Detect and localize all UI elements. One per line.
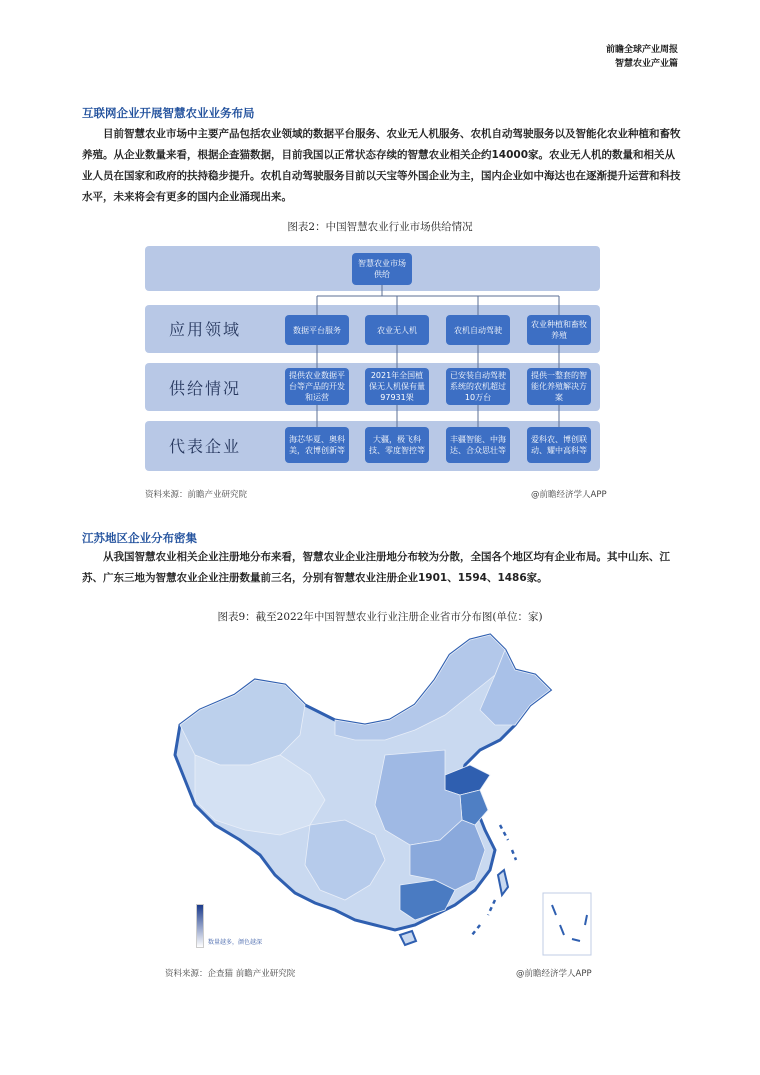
company-node-1: 海芯华夏、奥科美，农博创新等 [285,427,349,463]
row-label-application: 应用领域 [168,320,241,339]
section2-paragraph-text: 从我国智慧农业相关企业注册地分布来看，智慧农业企业注册地分布较为分散，全国各个地区均有企业布局。其中山东、江苏、广东三地为智慧农业企业注册数量前三名，分别有智慧农业注册企业1901、1594、1486家。 [82,551,670,584]
supply-node-1: 提供农业数据平台等产品的开发和运营 [285,368,349,405]
china-province-map [160,625,600,960]
header-line2: 智慧农业产业篇 [614,59,678,69]
map-legend-text: 数量越多，颜色越深 [208,939,263,946]
map-legend-gradient [196,904,204,948]
header-line1: 前瞻全球产业周报 [605,45,678,55]
company-node-2: 大疆，极飞科技、零度智控等 [365,427,429,463]
company-node-4: 爱科农、博创联动、耀中高科等 [527,427,591,463]
row-label-supply: 供给情况 [168,379,241,398]
supply-node-3: 已安装自动驾驶系统的农机超过10万台 [446,368,510,405]
figure9-title: 图表9：截至2022年中国智慧农业行业注册企业省市分布图(单位：家) [217,611,543,623]
application-node-2: 农业无人机 [365,315,429,345]
section1-title: 互联网企业开展智慧农业业务布局 [82,106,255,120]
section1-paragraph [82,124,682,208]
diagram-root-node: 智慧农业市场供给 [352,253,412,285]
section1-paragraph-text: 目前智慧农业市场中主要产品包括农业领域的数据平台服务、农业无人机服务、农机自动驾驶服务以及智能化农业种植和畜牧养殖。从企业数量来看，根据企查猫数据，目前我国以正常状态存续的智慧农业相关企约14000家。农业无人机的数量和相关从业人员在国家和政府的扶持稳步提升。农机自动驾驶服务目前以天宝等外国企业为主，国内企业如中海达也在逐渐提升运营和科技水平，未来将会有更多的国内企业涌现出来。 [82,128,681,203]
figure2-brand: @前瞻经济学人APP [531,490,607,500]
map-region-hainan [400,931,416,945]
figure2-title: 图表2：中国智慧农业行业市场供给情况 [287,221,473,233]
application-node-4: 农业种植和畜牧养殖 [527,315,591,345]
map-region-taiwan [498,870,508,895]
supply-diagram [145,246,600,471]
map-region-jiangsu [460,790,488,825]
section2-title: 江苏地区企业分布密集 [82,531,197,545]
figure2-source: 资料来源：前瞻产业研究院 [145,490,248,500]
supply-node-2: 2021年全国植保无人机保有量97931架 [365,368,429,405]
figure9-brand: @前瞻经济学人APP [516,969,592,979]
supply-node-4: 提供一整套的智能化养殖解决方案 [527,368,591,405]
map-south-sea-inset [543,893,591,955]
figure9-source: 资料来源：企查猫 前瞻产业研究院 [165,969,296,979]
section2-paragraph [82,547,682,589]
application-node-1: 数据平台服务 [285,315,349,345]
company-node-3: 丰疆智能、中海达、合众思壮等 [446,427,510,463]
application-node-3: 农机自动驾驶 [446,315,510,345]
report-header [606,43,678,71]
row-label-companies: 代表企业 [168,437,241,456]
